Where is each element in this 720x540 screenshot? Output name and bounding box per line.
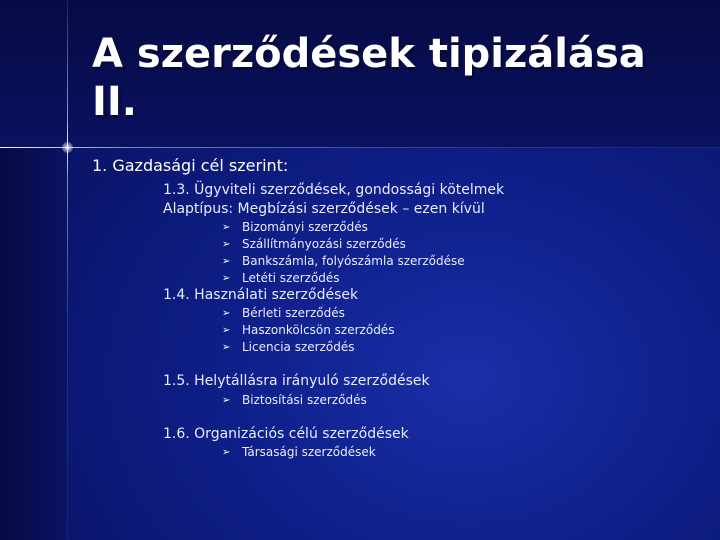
arrowhead-bullet-icon: ➢ [222,239,231,250]
arrowhead-bullet-icon: ➢ [222,395,231,406]
list-item: ➢ Társasági szerződések [222,445,376,459]
arrowhead-bullet-icon: ➢ [222,447,231,458]
section-1-4-header [163,286,358,305]
arrowhead-bullet-icon: ➢ [222,342,231,353]
arrowhead-bullet-icon: ➢ [222,308,231,319]
section-line: 1.6. Organizációs célú szerződések [163,426,409,442]
arrowhead-bullet-icon: ➢ [222,273,231,284]
list-item: ➢ Szállítmányozási szerződés [222,237,406,251]
section-1-4-list [222,305,394,356]
list-item: ➢ Bérleti szerződés [222,306,345,320]
list-item: ➢ Bankszámla, folyószámla szerződése [222,254,465,268]
slide-title: A szerződések tipizálása II. [92,31,646,125]
horizontal-rule [0,147,720,148]
section-1-3-header [163,181,504,219]
vertical-rule [67,0,68,540]
main-heading: 1. Gazdasági cél szerint: [92,156,289,175]
section-1-6-list [222,444,376,461]
section-1-6-header [163,425,409,444]
sparkle-icon [62,142,73,153]
section-line: 1.4. Használati szerződések [163,287,359,303]
section-1-5-header [163,372,430,391]
arrowhead-bullet-icon: ➢ [222,256,231,267]
section-line: Alaptípus: Megbízási szerződések – ezen kívül [163,201,485,217]
list-item: ➢ Licencia szerződés [222,340,355,354]
section-1-5-list [222,392,367,409]
section-line: 1.3. Ügyviteli szerződések, gondossági kötelmek [163,182,505,198]
left-band [0,148,68,540]
arrowhead-bullet-icon: ➢ [222,222,231,233]
list-item: ➢ Letéti szerződés [222,271,340,285]
list-item: ➢ Bizományi szerződés [222,220,368,234]
arrowhead-bullet-icon: ➢ [222,325,231,336]
section-1-3-list [222,219,465,287]
list-item: ➢ Haszonkölcsön szerződés [222,323,395,337]
section-line: 1.5. Helytállásra irányuló szerződések [163,373,430,389]
list-item: ➢ Biztosítási szerződés [222,393,367,407]
